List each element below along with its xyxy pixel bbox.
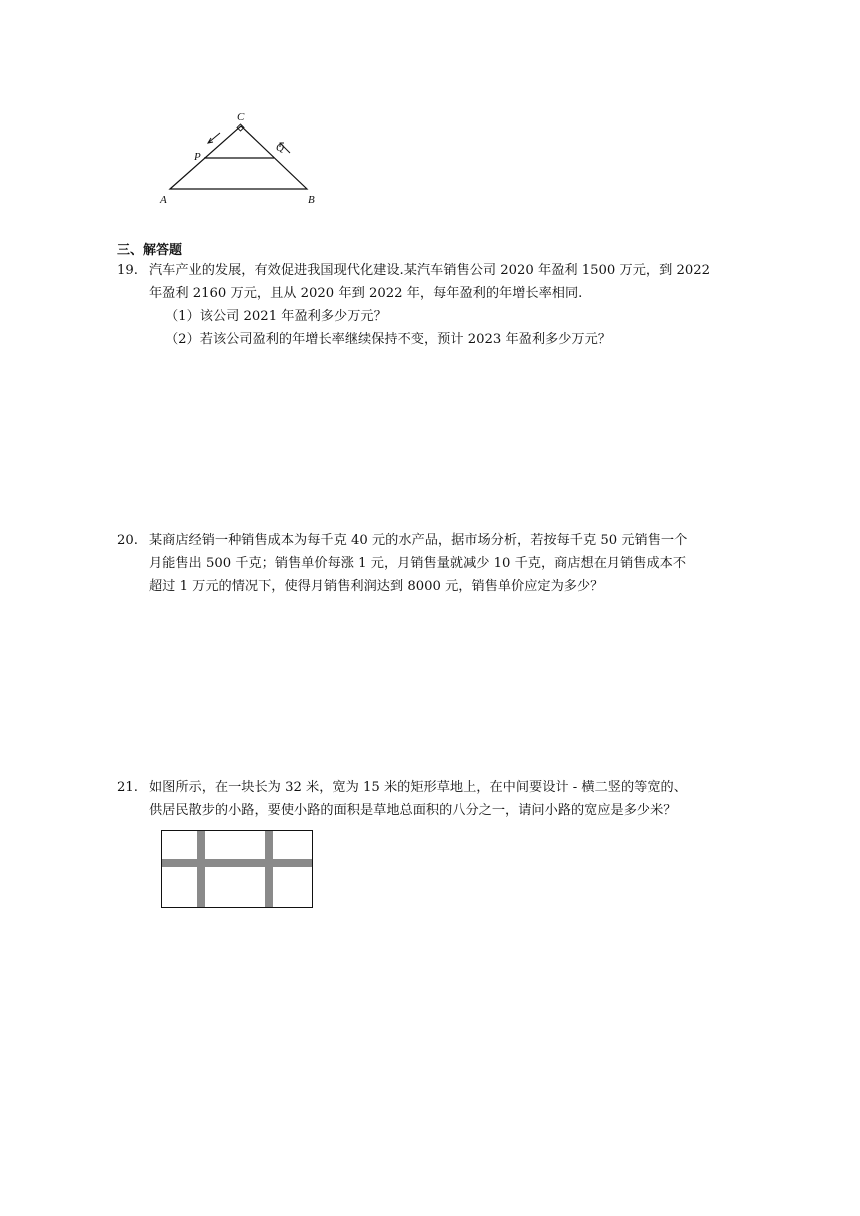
label-p: P	[194, 151, 201, 163]
label-a: A	[160, 194, 167, 206]
label-c: C	[237, 111, 245, 123]
question-text-line: 月能售出 500 千克；销售单价每涨 1 元，月销售量就减少 10 千克，商店想在月销售成本不	[149, 556, 687, 571]
vertical-path-right	[265, 831, 273, 908]
section-title: 三、解答题	[117, 243, 183, 258]
label-b: B	[308, 194, 315, 206]
vertical-path-left	[197, 831, 205, 908]
question-text-line: 汽车产业的发展，有效促进我国现代化建设.某汽车销售公司 2020 年盈利 1500 万元，到 2022	[149, 263, 711, 278]
arrow-cp	[208, 133, 220, 143]
sub-question-1: （1）该公司 2021 年盈利多少万元？	[165, 309, 387, 324]
sub-question-2: （2）若该公司盈利的年增长率继续保持不变，预计 2023 年盈利多少万元？	[165, 332, 611, 347]
question-20	[117, 529, 687, 598]
question-19	[117, 259, 710, 351]
label-q: Q	[276, 142, 284, 154]
question-number: 21.	[117, 780, 138, 795]
question-number: 20.	[117, 533, 138, 548]
lawn-path-figure	[161, 830, 313, 908]
triangle-figure	[150, 105, 340, 215]
question-number: 19.	[117, 263, 138, 278]
triangle-diagram	[150, 105, 340, 215]
question-text-line: 超过 1 万元的情况下，使得月销售利润达到 8000 元，销售单价应定为多少？	[149, 579, 604, 594]
question-text-line: 供居民散步的小路，要使小路的面积是草地总面积的八分之一，请问小路的宽应是多少米？	[149, 803, 677, 818]
question-text-line: 年盈利 2160 万元，且从 2020 年到 2022 年，每年盈利的年增长率相同.	[149, 286, 583, 301]
horizontal-path	[162, 859, 313, 867]
lawn-rectangle	[162, 831, 313, 908]
question-text-line: 如图所示，在一块长为 32 米，宽为 15 米的矩形草地上，在中间要设计 - 横二竖的等宽的、	[149, 780, 687, 795]
question-21	[117, 776, 687, 822]
question-text-line: 某商店经销一种销售成本为每千克 40 元的水产品，据市场分析，若按每千克 50 元销售一个	[149, 533, 688, 548]
lawn-diagram	[161, 830, 313, 908]
